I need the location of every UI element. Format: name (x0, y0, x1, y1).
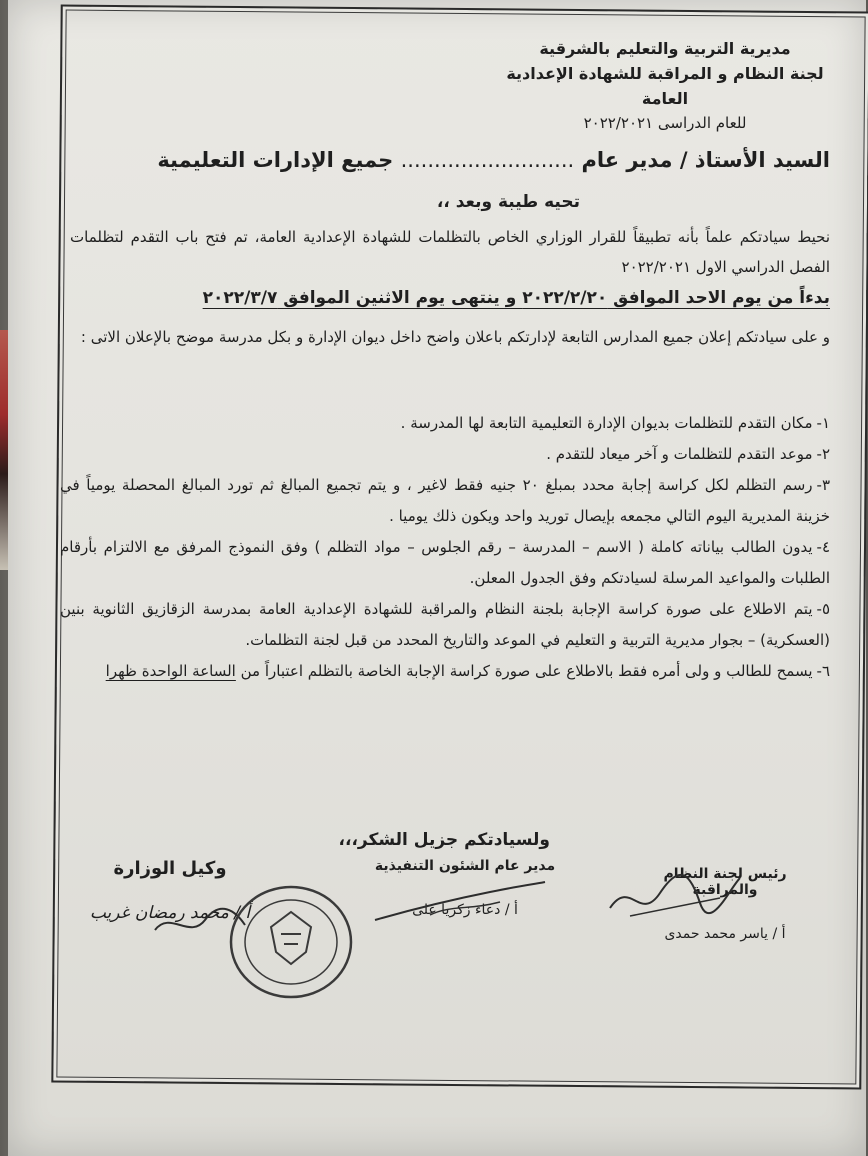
signature-name: أ / دعاء زكريا على (412, 902, 518, 918)
list-item-number: ٥- (816, 600, 830, 618)
letterhead-line-1: مديرية التربية والتعليم بالشرقية (539, 39, 791, 58)
addressee-suffix: جميع الإدارات التعليمية (157, 148, 394, 172)
signature-name: أ / محمد رمضان غريب (89, 903, 251, 923)
list-item-number: ٣- (816, 476, 830, 494)
list-item-text: رسم التظلم لكل كراسة إجابة محدد بمبلغ ٢٠ جنيه فقط لاغير ، و يتم تجميع المبالغ ثم تورد المبالغ المحصلة يومياً في خزينة المديرية اليوم التالي مجمعه بإيصال توريد واحد ويكون ذلك يوميا . (60, 476, 830, 525)
list-item-text: يدون الطالب بياناته كاملة ( الاسم – المدرسة – رقم الجلوس – مواد التظلم ) وفق النموذج المرفق مع الالتزام بأرقام الطلبات والمواعيد المرسلة لسيادتكم وفق الجدول المعلن. (60, 538, 830, 587)
list-item-text: يتم الاطلاع على صورة كراسة الإجابة بلجنة النظام والمراقبة للشهادة الإعدادية العامة بمدرسة الزقازيق الثانوية بنين (العسكرية) – بجوار مديرية التربية و التعليم في الموعد والتاريخ المحدد من قبل لجنة التظلمات. (60, 600, 830, 649)
handwritten-signature (370, 880, 550, 930)
list-item-text: موعد التقدم للتظلمات و آخر ميعاد للتقدم . (546, 445, 813, 463)
list-item-number: ٢- (816, 445, 830, 463)
addressee-dots: .......................... (400, 148, 575, 172)
list-item (60, 532, 830, 594)
greeting: تحيه طيبة وبعد ،، (436, 192, 580, 212)
list-item-number: ٦- (816, 662, 830, 680)
paragraph-instructions: و على سيادتكم إعلان جميع المدارس التابعة لإدارتكم باعلان واضح داخل ديوان الإدارة و بكل مدرسة موضح بالإعلان الاتى : (80, 328, 830, 346)
handwritten-signature (600, 868, 750, 928)
list-item (60, 470, 830, 532)
signature-title: مدير عام الشئون التنفيذية (374, 858, 556, 874)
list-item (60, 408, 830, 439)
list-item-number: ٤- (816, 538, 830, 556)
signature-name: أ / ياسر محمد حمدى (664, 926, 786, 942)
list-item (60, 594, 830, 656)
signature-title: وكيل الوزارة (113, 858, 227, 879)
signature-title: رئيس لجنة النظام والمراقبة (663, 866, 787, 898)
letterhead-year: للعام الدراسى ٢٠٢٢/٢٠٢١ (583, 114, 747, 132)
list-item-number: ١- (816, 414, 830, 432)
addressee-prefix: السيد الأستاذ / مدير عام (581, 148, 830, 172)
addressee-line (70, 148, 830, 172)
list-item-tail: الساعة الواحدة ظهرا (105, 662, 236, 680)
paragraph-intro: نحيط سيادتكم علماً بأنه تطبيقاً للقرار الوزاري الخاص بالتظلمات للشهادة الإعدادية العامة، تم فتح باب التقدم لتظلمات الفصل الدراسي الاول ٢٠٢٢/٢٠٢١ (70, 228, 830, 276)
letterhead (500, 36, 830, 136)
list-item (60, 439, 830, 470)
closing-thanks: ولسيادتكم جزيل الشكر،،، (338, 830, 550, 850)
letterhead-line-2: لجنة النظام و المراقبة للشهادة الإعدادية العامة (506, 64, 824, 108)
dates-line: بدءاً من يوم الاحد الموافق ٢٠٢٢/٢/٢٠ و ينتهى يوم الاثنين الموافق ٢٠٢٢/٣/٧ (202, 288, 830, 308)
list-item-text: مكان التقدم للتظلمات بديوان الإدارة التعليمية التابعة لها المدرسة . (400, 414, 813, 432)
announcement-list (60, 408, 830, 687)
official-stamp (226, 882, 356, 1002)
list-item-text: يسمح للطالب و ولى أمره فقط بالاطلاع على صورة كراسة الإجابة الخاصة بالتظلم اعتباراً من (240, 662, 813, 680)
list-item (60, 656, 830, 687)
